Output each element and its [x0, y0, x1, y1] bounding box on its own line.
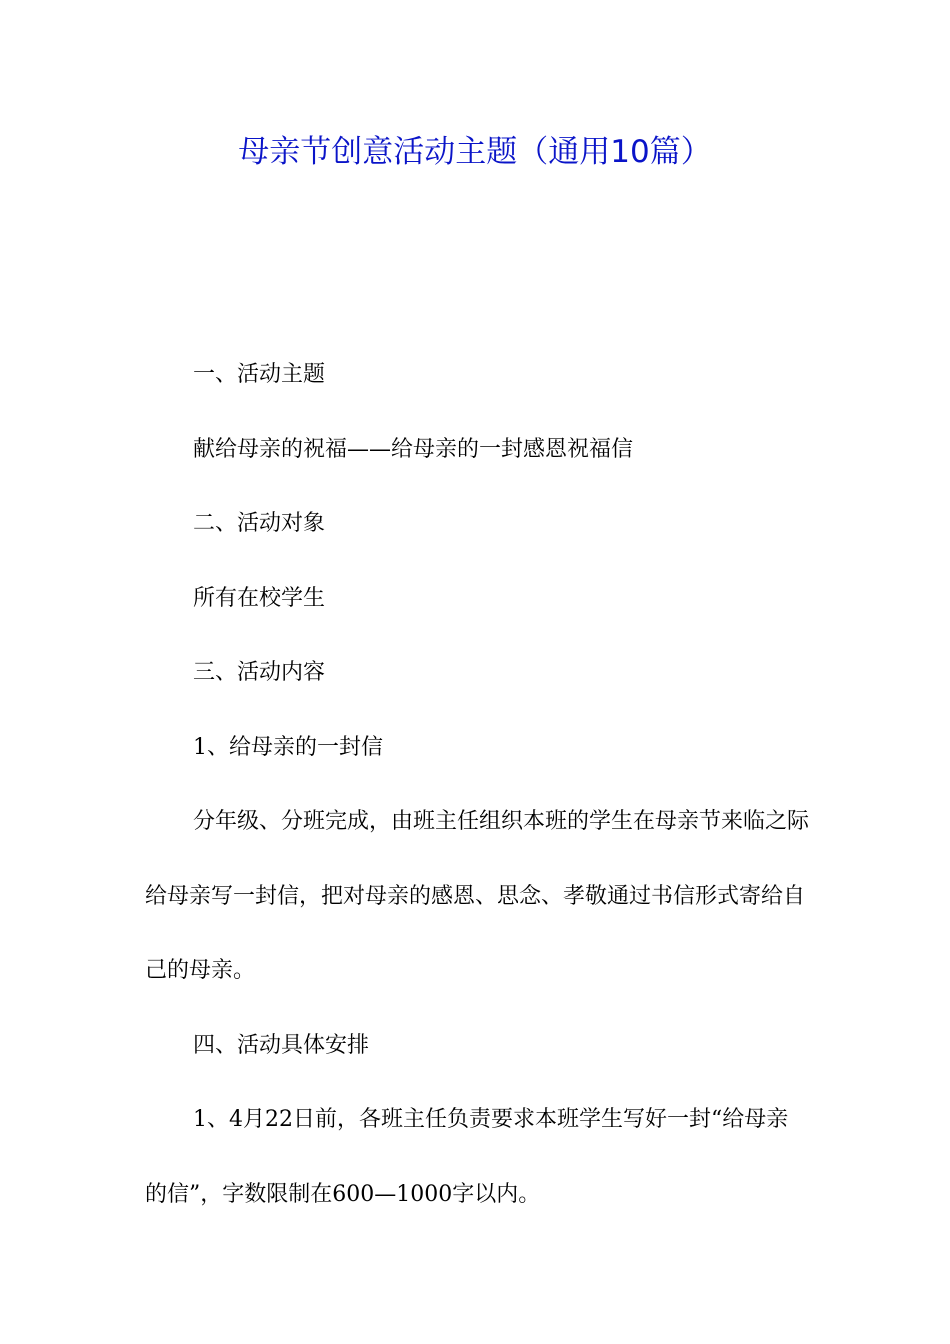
- section-heading-schedule: 四、活动具体安排: [193, 1032, 370, 1058]
- section-heading-content: 三、活动内容: [193, 660, 326, 685]
- subheading-letter: 1、给母亲的一封信: [193, 734, 383, 760]
- paragraph-schedule-item-1: 1、4月22日前，各班主任负责要求本班学生写好一封“给母亲的信”，字数限制在600—1000字以内。: [145, 1107, 789, 1207]
- section-heading-audience: 二、活动对象: [193, 511, 326, 536]
- document-title: 母亲节创意活动主题（通用10篇）: [238, 134, 712, 170]
- paragraph-theme-content: 献给母亲的祝福——给母亲的一封感恩祝福信: [193, 436, 634, 462]
- paragraph-audience-content: 所有在校学生: [193, 585, 326, 611]
- section-heading-theme: 一、活动主题: [193, 362, 326, 387]
- paragraph-letter-content: 分年级、分班完成，由班主任组织本班的学生在母亲节来临之际给母亲写一封信，把对母亲的感恩、思念、孝敬通过书信形式寄给自己的母亲。: [145, 809, 810, 983]
- document-body: [145, 338, 810, 1232]
